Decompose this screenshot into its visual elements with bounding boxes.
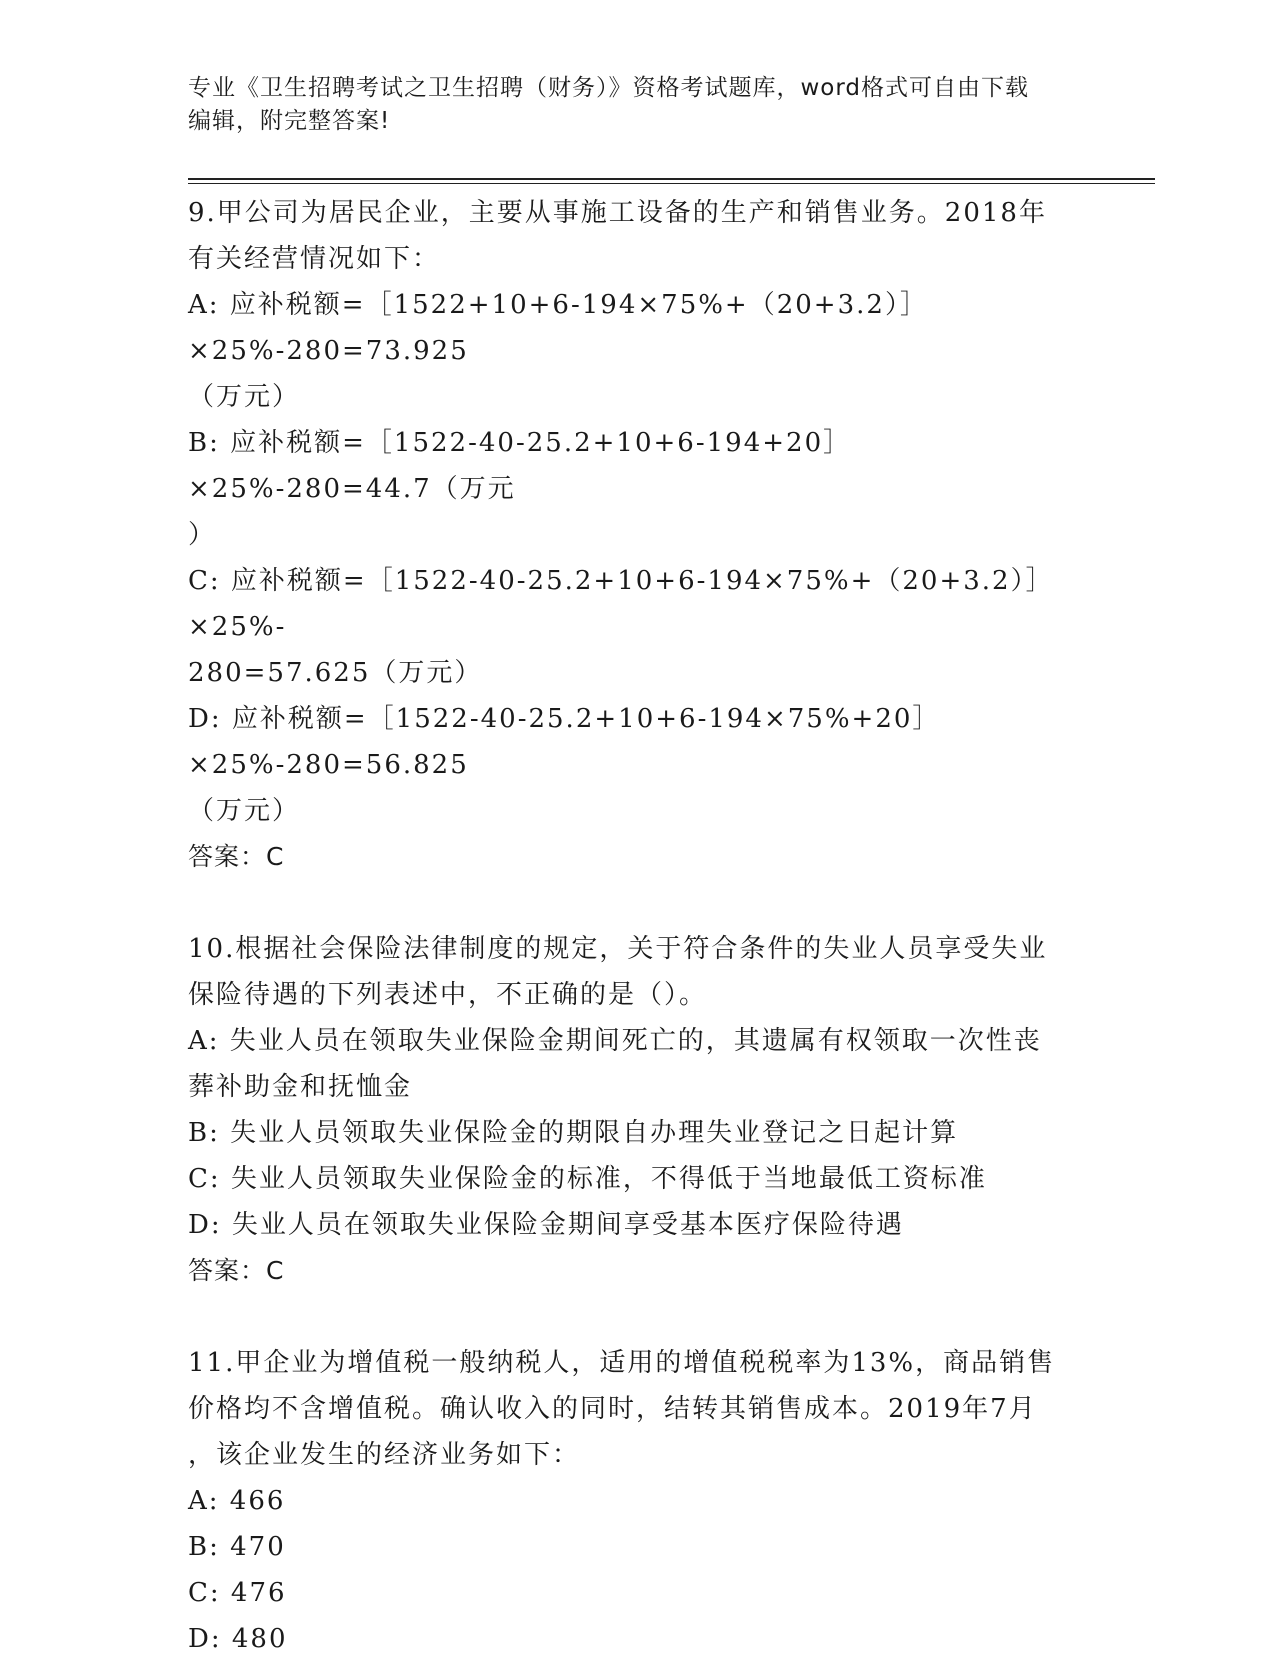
question-stem-line: 价格均不含增值税。确认收入的同时，结转其销售成本。2019年7月 xyxy=(188,1394,1037,1424)
option-line: A: 应补税额=［1522+10+6-194×75%+（20+3.2）］×25%-280=73.925 xyxy=(188,290,928,366)
option-line: B: 失业人员领取失业保险金的期限自办理失业登记之日起计算 xyxy=(188,1118,959,1148)
option-line: C: 476 xyxy=(188,1578,287,1608)
option-a xyxy=(188,1018,1088,1110)
option-d xyxy=(188,1202,1088,1248)
option-line: D: 480 xyxy=(188,1624,288,1654)
option-b xyxy=(188,420,1088,558)
option-b xyxy=(188,1524,1088,1570)
option-line: （万元） xyxy=(188,382,301,412)
option-a xyxy=(188,282,1088,420)
option-line: D: 应补税额=［1522-40-25.2+10+6-194×75%+20］×25%-280=56.825 xyxy=(188,704,941,780)
question-stem-line: 保险待遇的下列表述中，不正确的是（）。 xyxy=(188,980,708,1010)
question-stem-line: ，该企业发生的经济业务如下： xyxy=(188,1440,581,1470)
option-c xyxy=(188,1570,1088,1616)
answer-label: 答案：C xyxy=(188,842,285,871)
option-b xyxy=(188,1110,1088,1156)
question-stem-line: 9.甲公司为居民企业，主要从事施工设备的生产和销售业务。2018年 xyxy=(188,198,1047,228)
option-c xyxy=(188,558,1088,696)
option-line: 280=57.625（万元） xyxy=(188,658,483,688)
option-d xyxy=(188,1616,1088,1662)
question-stem-line: 11.甲企业为增值税一般纳税人，适用的增值税税率为13%，商品销售 xyxy=(188,1348,1056,1378)
option-a xyxy=(188,1478,1088,1524)
spacer xyxy=(188,1294,1088,1340)
header-divider xyxy=(188,178,1155,180)
answer-label: 答案：C xyxy=(188,1256,285,1285)
option-line: B: 470 xyxy=(188,1532,286,1562)
option-d xyxy=(188,696,1088,834)
header-divider-thin xyxy=(188,183,1155,184)
question-stem-line: 有关经营情况如下： xyxy=(188,244,441,274)
header-line-1: 专业《卫生招聘考试之卫生招聘（财务）》资格考试题库，word格式可自由下载 xyxy=(188,75,1030,101)
option-line: 葬补助金和抚恤金 xyxy=(188,1072,413,1102)
header-line-2: 编辑，附完整答案! xyxy=(188,108,391,134)
option-line: C: 失业人员领取失业保险金的标准，不得低于当地最低工资标准 xyxy=(188,1164,987,1194)
question-stem-line: 10.根据社会保险法律制度的规定，关于符合条件的失业人员享受失业 xyxy=(188,934,1048,964)
option-line: B: 应补税额=［1522-40-25.2+10+6-194+20］×25%-280=44.7（万元 xyxy=(188,428,852,504)
document-header xyxy=(188,72,1088,138)
option-line: ） xyxy=(188,520,217,550)
option-line: D: 失业人员在领取失业保险金期间享受基本医疗保险待遇 xyxy=(188,1210,904,1240)
question-9 xyxy=(188,190,1088,880)
option-line: A: 466 xyxy=(188,1486,286,1516)
option-line: A: 失业人员在领取失业保险金期间死亡的，其遗属有权领取一次性丧 xyxy=(188,1026,1042,1056)
question-10 xyxy=(188,926,1088,1294)
spacer xyxy=(188,880,1088,926)
option-line: C: 应补税额=［1522-40-25.2+10+6-194×75%+（20+3.2）］×25%- xyxy=(188,566,1054,642)
option-line: （万元） xyxy=(188,796,301,826)
option-c xyxy=(188,1156,1088,1202)
question-11 xyxy=(188,1340,1088,1662)
question-list xyxy=(188,190,1088,1662)
